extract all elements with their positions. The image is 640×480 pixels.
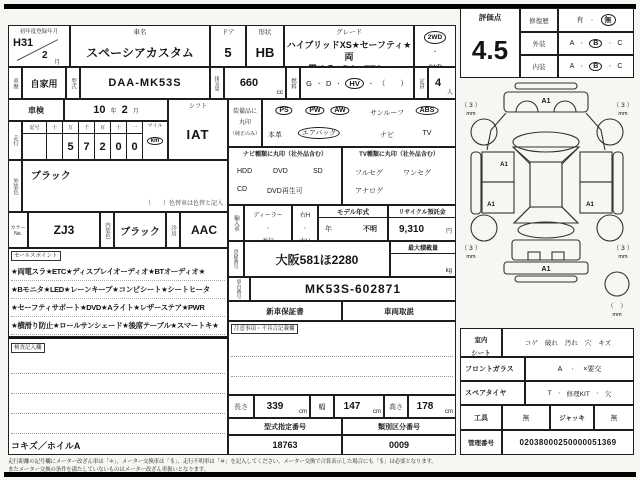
mm-unit: mm — [466, 254, 476, 260]
rear-left-wheel — [471, 215, 497, 241]
inspection-writein-label: 検査記入欄 — [11, 343, 45, 353]
length-cell — [254, 395, 310, 418]
sales-point-line: ★Bモニタ★LED★レーンキープ★コンビシート★シートヒータ — [11, 281, 225, 299]
tv-type-analog: アナログ — [355, 188, 383, 195]
windshield-label: フロントガラス — [460, 357, 525, 381]
exterior-color-label-cell — [8, 160, 22, 212]
odometer-digit: 5 — [63, 134, 79, 159]
tool-label: 工具 — [460, 405, 502, 430]
score-cell — [460, 8, 520, 78]
equipment-label2: 丸印 — [238, 120, 251, 126]
use-history-label: 車歴 — [12, 77, 18, 89]
equipment-abs-circled: ABS — [416, 106, 439, 115]
grade-c: C — [617, 40, 623, 47]
shaken-value — [64, 99, 168, 121]
mm-unit: mm — [466, 111, 476, 117]
drive-2wd-circled: 2WD — [424, 31, 446, 44]
shaken-label: 車検 — [8, 99, 64, 121]
notes-rule-line — [231, 376, 453, 377]
tv-type-fullseg: フルセグ — [355, 170, 383, 177]
equipment-navi: ナビ — [380, 132, 394, 139]
capacity-label-cell — [414, 67, 428, 99]
car-name-label: 車名 — [133, 29, 147, 36]
fuel-hv-circled: HV — [345, 78, 363, 89]
sales-point-line: ★セーフティサポート★DVD★Aライト★レザーステア★PWR — [11, 299, 225, 317]
door-value: 5 — [224, 44, 232, 60]
odometer-header-symbol: 記号 — [23, 122, 47, 134]
tv-type-oneseg: ワンセグ — [403, 170, 431, 177]
fuel-label: 燃料 — [290, 77, 296, 89]
seat-label-1: 室内 — [474, 337, 488, 344]
spare-dot: ・ — [594, 390, 600, 397]
handle-position-cell — [292, 205, 318, 241]
model-year-value: 不明 — [363, 226, 377, 233]
fuel-dot: ・ — [367, 81, 374, 88]
shape-label: 形状 — [258, 29, 272, 36]
cabin — [530, 162, 562, 207]
vehicle-manual: 車両取説 — [342, 301, 456, 321]
rear-window-frame — [514, 207, 578, 223]
right-front-fender-line — [586, 113, 605, 150]
nav-type-dvd-play: DVD再生可 — [267, 188, 303, 195]
right-front-door-panel — [580, 152, 612, 182]
model-code-label-cell — [66, 67, 80, 99]
equipment-label-cell — [228, 99, 262, 147]
interior-color-label: 内装色 — [104, 221, 110, 239]
front-outer-strip — [515, 83, 577, 89]
footer-line-2: またメーター交換の条件を満たしていないものはメーター改ざん車扱いとなります。 — [8, 467, 209, 473]
max-load-cell — [390, 241, 456, 277]
type-designation-label: 型式指定番号 — [228, 418, 342, 435]
spare-temp: T — [547, 389, 552, 397]
car-damage-diagram — [460, 80, 634, 324]
front-arch-left — [516, 101, 538, 112]
fuel-diesel: D — [325, 78, 332, 88]
exterior-grade-label: 外装 — [520, 32, 558, 55]
odometer-digit — [47, 134, 63, 159]
seat-item: 穴 — [584, 340, 592, 347]
displacement-label: 排気量 — [213, 75, 220, 91]
seat-condition-items — [502, 328, 634, 357]
drive-dot: ・ — [431, 50, 438, 56]
capacity-cell — [428, 67, 456, 99]
first-registration-label: 初年度登録年月 — [19, 29, 59, 35]
width-value: 147 — [343, 401, 361, 412]
handle-dot: ・ — [302, 226, 308, 232]
color-no-value: ZJ3 — [28, 212, 100, 248]
odometer-unit-mile: マイル — [147, 123, 163, 129]
left-front-door-panel — [482, 152, 514, 182]
import-dot: ・ — [265, 226, 271, 232]
exterior-color-note: （ ）色替車は色替と記入 — [144, 201, 223, 207]
a1-mark-front-bumper: A1 — [541, 98, 551, 105]
grade-label: グレード — [336, 29, 362, 36]
left-sill — [471, 152, 481, 214]
mm-unit: mm — [618, 254, 628, 260]
mm-unit: mm — [618, 111, 628, 117]
use-history-value: 自家用 — [22, 67, 66, 99]
seat-condition-label-cell — [460, 328, 502, 357]
equipment-aw-circled: AW — [330, 106, 349, 115]
height-cell — [408, 395, 456, 418]
seat-label-2: シート — [471, 350, 491, 357]
shape-value: HB — [255, 44, 275, 60]
fuel-dot: ・ — [315, 81, 322, 88]
handle-right: 右H — [299, 213, 311, 219]
registration-no-label: 登録番号 — [232, 249, 239, 269]
width-unit: cm — [373, 409, 381, 415]
a1-mark-right-rear: A1 — [586, 202, 594, 208]
ac-label-cell — [166, 212, 180, 248]
grade-c: C — [617, 63, 623, 70]
odometer-digit: 2 — [95, 134, 111, 159]
grade-dot: ・ — [607, 64, 613, 70]
left-rear-panel — [482, 182, 514, 213]
capacity-label: 定員 — [418, 77, 424, 89]
fuel-other-paren: （ ） — [377, 78, 408, 88]
right-rear-panel — [580, 182, 612, 213]
exterior-color-cell — [22, 160, 228, 212]
door-cell — [210, 25, 246, 67]
windshield-value — [525, 357, 634, 381]
first-registration-cell — [8, 25, 70, 67]
model-year-cell — [318, 205, 388, 241]
tread-depth-rear-left: （ 3 ） — [460, 245, 482, 252]
color-no-label: カラーNo. — [8, 212, 28, 248]
length-value: 339 — [266, 401, 284, 412]
windshield-needs-replace: ×要交 — [583, 366, 602, 373]
exterior-color-label: 外装色 — [12, 177, 18, 195]
front-left-wheel — [471, 119, 497, 145]
odometer-cell — [22, 121, 168, 160]
shift-value: IAT — [186, 127, 210, 142]
jack-label: ジャッキ — [550, 405, 594, 430]
grade-line1: ハイブリッドXS★セーフティ★両 — [286, 40, 412, 62]
classification-value: 0009 — [342, 435, 456, 455]
rear-bumper-detail-left — [528, 252, 540, 260]
mm-unit: mm — [612, 312, 622, 318]
displacement-cell — [224, 67, 286, 99]
repair-no-circled: 無 — [601, 14, 616, 26]
import-label: 輸入車 — [233, 214, 239, 232]
interior-grade-label: 内装 — [520, 55, 558, 78]
windshield-dot: ・ — [570, 366, 576, 373]
registration-year: H31 — [13, 37, 34, 49]
max-load-unit: kg — [445, 268, 452, 274]
spare-repair-kit: 修理KIT — [566, 390, 590, 398]
shift-label: シフト — [188, 104, 207, 110]
exterior-color-value: ブラック — [31, 171, 71, 182]
height-value: 178 — [416, 401, 434, 412]
odometer-unit-km-circled: km — [147, 137, 164, 145]
grade-dot: ・ — [579, 41, 585, 47]
type-designation-value: 18763 — [228, 435, 342, 455]
odometer-label-cell — [8, 121, 22, 160]
grade-a: A — [569, 63, 575, 70]
writein-rule-line — [11, 373, 225, 374]
footer-notes — [8, 457, 636, 473]
chassis-no-label-cell — [228, 277, 250, 301]
equipment-items-cell — [262, 99, 456, 147]
spare-tire-label: スペアタイヤ — [460, 381, 525, 405]
footer-line-1: 走行距離の記号欄にメーター改ざん車は「＊」、メーター交換車は「＄」、走行不明車は「＃」を記入してください。メーター交換で合算表示した場合にも「＄」は必要となります。 — [8, 459, 437, 465]
shape-cell — [246, 25, 284, 67]
spare-missing: 欠 — [604, 390, 612, 398]
height-unit: cm — [445, 409, 453, 415]
spare-tread-paren: （ ） — [607, 303, 627, 310]
height-label: 高さ — [384, 395, 408, 418]
hood-glass-lens — [513, 132, 579, 152]
model-code-value: DAA-MK53S — [80, 67, 210, 99]
seat-item: キズ — [598, 340, 612, 347]
fuel-label-cell — [286, 67, 300, 99]
a1-mark-left-door: A1 — [500, 162, 508, 168]
displacement-unit: cc — [276, 89, 283, 96]
new-car-warranty: 新車保証書 — [228, 301, 342, 321]
writein-rule-line — [11, 433, 225, 434]
tread-depth-front-left: （ 3 ） — [460, 102, 482, 109]
exterior-grade-b-circled: B — [589, 39, 602, 48]
equipment-airbag-circled: エアバック — [298, 127, 340, 139]
repair-yes: 有 — [576, 17, 584, 24]
fuel-gasoline: G — [306, 78, 312, 88]
model-year-label: モデル年式 — [319, 207, 387, 218]
chassis-no-label: 車台番号 — [235, 279, 242, 299]
odometer-digit: 0 — [111, 134, 127, 159]
nav-type-cd: CD — [237, 186, 248, 193]
use-history-label-cell — [8, 67, 22, 99]
interior-grade-value — [558, 55, 634, 78]
door-label: ドア — [221, 29, 235, 36]
seat-item: コゲ — [524, 340, 538, 347]
seat-item: 汚れ — [564, 340, 578, 347]
control-no-value: 02038000250000051369 — [502, 430, 634, 455]
grade-a: A — [569, 40, 575, 47]
length-label: 長さ — [228, 395, 254, 418]
nav-type-title: ナビ種類に丸印（社外品含む） — [242, 152, 327, 158]
exterior-grade-value — [558, 32, 634, 55]
odometer-header: 千 — [79, 122, 95, 134]
control-no-label: 管理番号 — [460, 430, 502, 455]
writein-bottom-note: コキズ／ホイルA — [11, 441, 81, 451]
grade-cell — [284, 25, 414, 67]
car-name-cell — [70, 25, 210, 67]
capacity-value: 4 — [434, 77, 442, 89]
grade-dot: ・ — [607, 41, 613, 47]
registration-month-unit: 月 — [54, 60, 61, 66]
recycle-deposit-cell — [388, 205, 456, 241]
registration-no-value: 大阪581ほ2280 — [244, 241, 390, 277]
odometer-header: 十 — [111, 122, 127, 134]
capacity-unit: 人 — [446, 90, 453, 96]
import-label-cell — [228, 205, 244, 241]
drive-cell — [414, 25, 456, 67]
import-dealer: ディーラー — [253, 213, 283, 219]
odometer-digit: 0 — [127, 134, 143, 159]
displacement-value: 660 — [239, 77, 259, 89]
notes-rule-line — [231, 356, 453, 357]
rear-outer-strip — [515, 276, 577, 282]
a1-mark-rear-strip: A1 — [541, 266, 551, 273]
registration-no-label-cell — [228, 241, 244, 277]
jack-value: 無 — [594, 405, 634, 430]
ac-value: AAC — [180, 212, 228, 248]
equipment-sunroof: サンルーフ — [369, 110, 405, 117]
tv-type-cell — [342, 147, 456, 205]
rear-bumper-detail-right — [552, 252, 564, 260]
odometer-symbol-value — [23, 134, 47, 159]
spare-dot: ・ — [556, 390, 562, 397]
interior-color-label-cell — [100, 212, 114, 248]
a1-mark-left-rear: A1 — [487, 202, 495, 208]
sales-point-line: ★横滑り防止★ロールサンシェード★後席テーブル★スマートキ★ — [11, 317, 225, 335]
chassis-no-value: MK53S-602871 — [250, 277, 456, 301]
right-sill — [613, 152, 623, 214]
shaken-year: 10 — [93, 104, 106, 116]
displacement-label-cell — [210, 67, 224, 99]
recycle-deposit-label: リサイクル預託金 — [389, 207, 455, 218]
nav-type-dvd: DVD — [273, 168, 288, 175]
import-dealer-cell — [244, 205, 292, 241]
car-name-value: スペーシアカスタム — [86, 45, 194, 60]
writein-rule-line — [11, 393, 225, 394]
nav-type-sd: SD — [313, 168, 323, 175]
repair-dot: ・ — [589, 17, 595, 24]
notes-cell — [228, 321, 456, 395]
recycle-deposit-unit: 円 — [445, 229, 452, 235]
width-cell — [334, 395, 384, 418]
odometer-header: 百 — [95, 122, 111, 134]
nav-type-cell — [228, 147, 342, 205]
spare-tire-value — [525, 381, 634, 405]
interior-grade-b-circled: B — [589, 62, 602, 71]
rear-glass-lens — [518, 222, 574, 238]
shaken-month-unit: 月 — [132, 108, 139, 115]
rear-bumper — [512, 240, 580, 260]
sales-points-cell — [8, 248, 228, 337]
grade-dot: ・ — [579, 64, 585, 70]
tv-type-title: TV種類に丸印（社外品含む） — [359, 152, 439, 158]
interior-color-value: ブラック — [114, 212, 166, 248]
equipment-pw-circled: PW — [305, 106, 324, 115]
odometer-header: 十 — [47, 122, 63, 134]
seat-item: 破れ — [544, 340, 558, 347]
recycle-deposit-value: 9,310 — [399, 224, 425, 235]
fuel-dot: ・ — [335, 81, 342, 88]
length-unit: cm — [299, 409, 307, 415]
equipment-label1: 装備品に — [232, 109, 257, 115]
shaken-year-unit: 年 — [110, 108, 117, 115]
odometer-label: 走行 — [12, 135, 18, 146]
notes-label: 注意事項・不具合記載欄 — [231, 324, 298, 334]
front-arch-right — [554, 101, 576, 112]
score-value: 4.5 — [471, 34, 509, 65]
tool-value: 無 — [502, 405, 550, 430]
rear-right-wheel — [597, 215, 623, 241]
inspection-writein-cell — [8, 337, 228, 455]
equipment-tv: TV — [422, 130, 432, 137]
odometer-unit-cell — [143, 122, 167, 159]
tread-depth-front-right: （ 3 ） — [612, 102, 634, 109]
sales-points-label: セールスポイント — [11, 251, 61, 261]
repair-history-value — [558, 8, 634, 32]
shift-cell — [168, 99, 228, 160]
shaken-month: 2 — [121, 104, 128, 116]
score-label: 評価点 — [478, 13, 502, 22]
tread-depth-rear-right: （ 3 ） — [612, 245, 634, 252]
registration-month: 2 — [42, 50, 48, 61]
model-code-label: 型式 — [70, 77, 76, 89]
width-label: 幅 — [310, 395, 334, 418]
max-load-label: 最大積載量 — [391, 243, 455, 254]
equipment-ps-circled: PS — [275, 106, 292, 115]
odometer-header: 一 — [127, 122, 143, 134]
spare-tire-circle — [605, 272, 629, 296]
ac-label: 冷房 — [170, 224, 176, 236]
equipment-label3: （純正のみ） — [229, 131, 260, 137]
odometer-header: 万 — [63, 122, 79, 134]
nav-type-hdd: HDD — [237, 168, 253, 175]
fuel-cell — [300, 67, 414, 99]
windshield-grade-a: A — [557, 365, 563, 373]
writein-rule-line — [11, 413, 225, 414]
odometer-digit: 7 — [79, 134, 95, 159]
classification-label: 類別区分番号 — [342, 418, 456, 435]
sales-point-line: ★両電スラ★ETC★ディスプレイオーディオ★BTオーディオ★ — [11, 263, 225, 281]
model-year-unit: 年 — [325, 226, 332, 233]
equipment-leather: 本革 — [268, 132, 282, 139]
repair-history-label: 修復歴 — [520, 8, 558, 32]
